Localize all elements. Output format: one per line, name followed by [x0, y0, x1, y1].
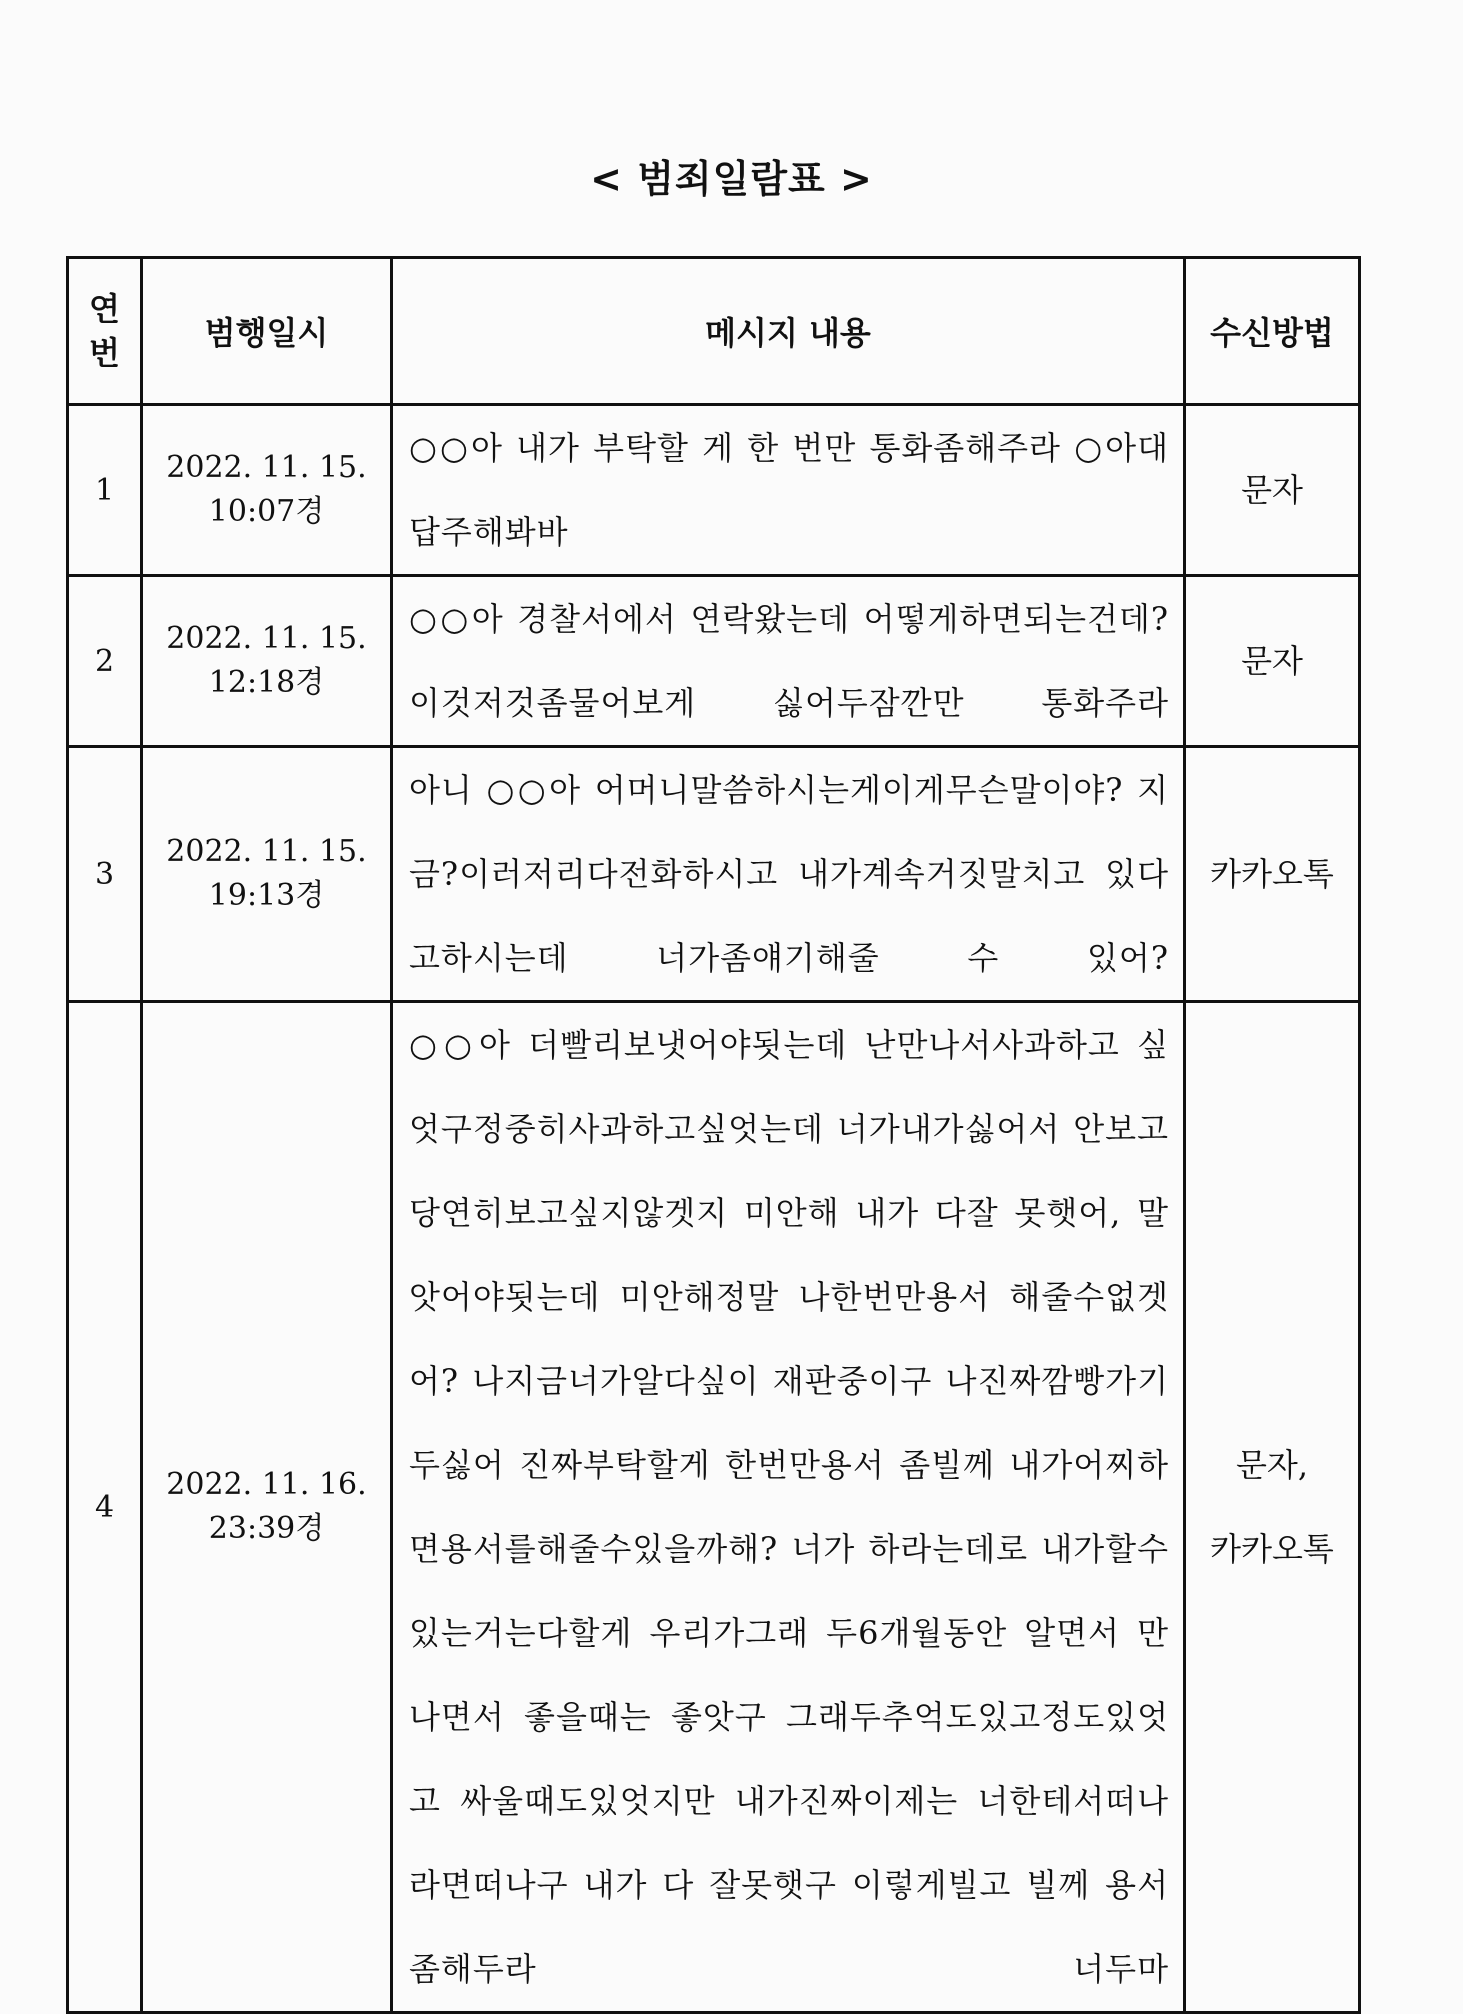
row-message: ○○아 경찰서에서 연락왔는데 어떻게하면되는건데? 이것저것좀물어보게 싫어두잠깐만 통화주라 — [392, 576, 1185, 747]
row-date — [142, 576, 392, 747]
header-number — [68, 258, 142, 405]
row-date-time: 12:18경 — [208, 665, 325, 700]
row-method: 문자 — [1185, 576, 1360, 747]
row-date-time: 10:07경 — [208, 494, 325, 529]
header-method: 수신방법 — [1185, 258, 1360, 405]
row-date — [142, 747, 392, 1002]
row-number: 1 — [68, 405, 142, 576]
row-date — [142, 405, 392, 576]
row-number: 4 — [68, 1002, 142, 2013]
row-method-line2: 카카오톡 — [1210, 1530, 1334, 1568]
page-title: < 범죄일람표 > — [590, 157, 873, 201]
row-date-time: 19:13경 — [208, 878, 325, 913]
row-date-time: 23:39경 — [208, 1511, 325, 1546]
row-method: 문자 — [1185, 405, 1360, 576]
table-row — [68, 576, 1360, 747]
header-number-line2: 번 — [89, 334, 120, 372]
row-number: 2 — [68, 576, 142, 747]
header-message: 메시지 내용 — [392, 258, 1185, 405]
row-message: ○○아 더빨리보냇어야됫는데 난만나서사과하고 싶엇구정중히사과하고싶엇는데 너가내가싫어서 안보고 당연히보고싶지않겟지 미안해 내가 다잘 못햇어, 말앗어야됫는데 미안해정말 나한번만용서 해줄수없겟어? 나지금너가알다싶이 재판중이구 나진짜깜빵가기두싫어 진짜부탁할게 한번만용서 좀빌께 내가어찌하면용서를해줄수있을까해? 너가 하라는데로 내가할수있는거는다할게 우리가그래 두6개월동안 알면서 만나면서 좋을때는 좋앗구 그래두추억도있고정도있엇고 싸울때도있엇지만 내가진짜이제는 너한테서떠나라면떠나구 내가 다 잘못햇구 이렇게빌고 빌께 용서좀해두라 너두마 — [392, 1002, 1185, 2013]
header-date: 범행일시 — [142, 258, 392, 405]
table-row — [68, 405, 1360, 576]
row-date-day: 2022. 11. 15. — [166, 834, 367, 869]
row-method — [1185, 1002, 1360, 2013]
row-date-day: 2022. 11. 15. — [166, 450, 367, 485]
row-method-line1: 문자, — [1236, 1446, 1308, 1484]
row-date-day: 2022. 11. 15. — [166, 621, 367, 656]
table-row — [68, 747, 1360, 1002]
table-header-row — [68, 258, 1360, 405]
crime-table — [66, 256, 1361, 2014]
row-message: ○○아 내가 부탁할 게 한 번만 통화좀해주라 ○아대답주해봐바 — [392, 405, 1185, 576]
header-number-line1: 연 — [89, 290, 120, 328]
row-method: 카카오톡 — [1185, 747, 1360, 1002]
row-message: 아니 ○○아 어머니말씀하시는게이게무슨말이야? 지금?이러저리다전화하시고 내가계속거짓말치고 있다고하시는데 너가좀얘기해줄 수 있어? — [392, 747, 1185, 1002]
row-number: 3 — [68, 747, 142, 1002]
row-date-day: 2022. 11. 16. — [166, 1467, 367, 1502]
table-row — [68, 1002, 1360, 2013]
row-date — [142, 1002, 392, 2013]
